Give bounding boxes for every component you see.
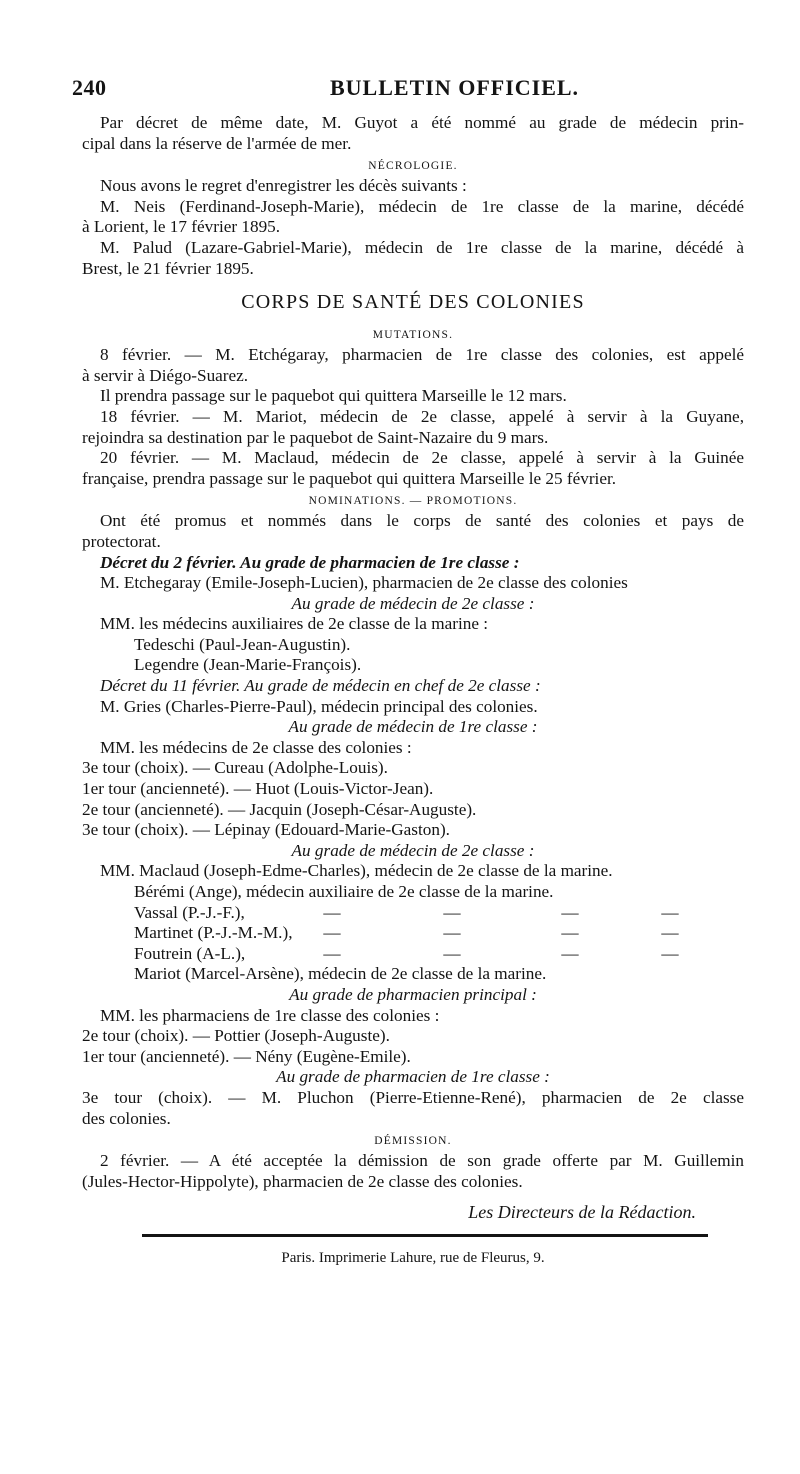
paragraph-line: française, prendra passage sur le paquebot qui quittera Marseille le 25 février. [82, 468, 617, 488]
editors-signature: Les Directeurs de la Rédaction. [468, 1202, 696, 1223]
grade-heading: Au grade de médecin de 2e classe : [291, 593, 535, 613]
name-entry: 1er tour (ancienneté). — Huot (Louis-Victor-Jean). [82, 779, 434, 799]
name-entry: Tedeschi (Paul-Jean-Augustin). [134, 634, 351, 654]
paragraph-line: M. Palud (Lazare-Gabriel-Marie), médecin de 1re classe de la marine, décédé à [100, 237, 744, 257]
name-entry: 2e tour (choix). — Pottier (Joseph-Auguste). [82, 1026, 390, 1046]
paragraph-line: 3e tour (choix). — M. Pluchon (Pierre-Etienne-René), pharmacien de 2e classe [82, 1087, 744, 1107]
paragraph-line: (Jules-Hector-Hippolyte), pharmacien de 2e classe des colonies. [82, 1171, 523, 1191]
paragraph-line: à Lorient, le 17 février 1895. [82, 217, 281, 237]
paragraph-line: MM. les pharmaciens de 1re classe des colonies : [100, 1005, 440, 1025]
ditto-mark: — [661, 923, 679, 943]
paragraph-line: à servir à Diégo-Suarez. [82, 365, 249, 385]
printer-imprint: Paris. Imprimerie Lahure, rue de Fleurus, 9. [281, 1250, 545, 1267]
section-heading-demission: DÉMISSION. [374, 1135, 452, 1148]
ditto-row [82, 923, 744, 944]
name-entry: Martinet (P.-J.-M.-M.), [134, 923, 293, 943]
grade-heading: Au grade de pharmacien de 1re classe : [276, 1067, 550, 1087]
section-heading-necrologie: NÉCROLOGIE. [368, 160, 458, 173]
page-header [72, 75, 732, 105]
paragraph-line: protectorat. [82, 531, 161, 551]
name-entry: Bérémi (Ange), médecin auxiliaire de 2e classe de la marine. [134, 882, 554, 901]
name-entry: 3e tour (choix). — Cureau (Adolphe-Louis). [82, 758, 388, 778]
paragraph-line: 8 février. — M. Etchégaray, pharmacien de 1re classe des colonies, est appelé [100, 345, 744, 365]
paragraph-line: MM. les médecins auxiliaires de 2e classe de la marine : [100, 614, 489, 634]
section-heading-mutations: MUTATIONS. [372, 329, 454, 342]
text-column [82, 113, 744, 1269]
ditto-mark: — [443, 923, 461, 943]
ditto-mark: — [661, 902, 679, 922]
ditto-row [82, 944, 744, 965]
paragraph-line: 2 février. — A été acceptée la démission de son grade offerte par M. Guillemin [100, 1151, 744, 1171]
page-number: 240 [72, 75, 107, 100]
ditto-mark: — [443, 902, 461, 922]
paragraph-line: Ont été promus et nommés dans le corps de santé des colonies et pays de [100, 511, 744, 531]
footer-rule [142, 1234, 708, 1237]
name-entry: 1er tour (ancienneté). — Nény (Eugène-Emile). [82, 1046, 411, 1066]
running-title: BULLETIN OFFICIEL. [330, 75, 580, 100]
decree-heading: Décret du 11 février. Au grade de médecin en chef de 2e classe : [100, 676, 541, 696]
decree-heading: Décret du 2 février. Au grade de pharmacien de 1re classe : [100, 552, 520, 572]
paragraph-line: M. Neis (Ferdinand-Joseph-Marie), médecin de 1re classe de la marine, décédé [100, 196, 744, 216]
intro-line: Par décret de même date, M. Guyot a été nommé au grade de médecin prin- [100, 113, 744, 132]
ditto-mark: — [323, 902, 341, 922]
ditto-mark: — [443, 943, 461, 963]
grade-heading: Au grade de médecin de 1re classe : [288, 717, 538, 737]
section-heading-nominations: NOMINATIONS. — PROMOTIONS. [308, 495, 518, 508]
name-entry: 3e tour (choix). — Lépinay (Edouard-Marie-Gaston). [82, 820, 450, 840]
paragraph-line: M. Gries (Charles-Pierre-Paul), médecin principal des colonies. [100, 696, 538, 716]
ditto-mark: — [323, 943, 341, 963]
name-entry: Vassal (P.-J.-F.), [134, 902, 245, 922]
grade-heading: Au grade de médecin de 2e classe : [291, 840, 535, 860]
paragraph-line: Il prendra passage sur le paquebot qui quittera Marseille le 12 mars. [100, 386, 567, 406]
name-entry: Mariot (Marcel-Arsène), médecin de 2e classe de la marine. [134, 964, 547, 984]
paragraph-line: rejoindra sa destination par le paquebot de Saint-Nazaire du 9 mars. [82, 427, 549, 447]
ditto-mark: — [561, 902, 579, 922]
paragraph-line: Brest, le 21 février 1895. [82, 258, 254, 278]
paragraph-line: M. Etchegaray (Emile-Joseph-Lucien), pharmacien de 2e classe des colonies [100, 573, 628, 593]
paragraph-line: MM. Maclaud (Joseph-Edme-Charles), médecin de 2e classe de la marine. [100, 861, 613, 881]
paragraph-line: des colonies. [82, 1108, 171, 1128]
ditto-mark: — [561, 943, 579, 963]
paragraph-line: 20 février. — M. Maclaud, médecin de 2e classe, appelé à servir à la Guinée [100, 448, 744, 468]
name-entry: 2e tour (ancienneté). — Jacquin (Joseph-César-Auguste). [82, 799, 477, 819]
paragraph-line: 18 février. — M. Mariot, médecin de 2e classe, appelé à servir à la Guyane, [100, 406, 744, 426]
ditto-row [82, 903, 744, 924]
ditto-mark: — [323, 923, 341, 943]
paragraph-line: MM. les médecins de 2e classe des colonies : [100, 737, 412, 757]
section-heading-corps-de-sante: CORPS DE SANTÉ DES COLONIES [241, 291, 585, 314]
intro-line: cipal dans la réserve de l'armée de mer. [82, 133, 352, 153]
paragraph-line: Nous avons le regret d'enregistrer les décès suivants : [100, 176, 467, 196]
name-entry: Legendre (Jean-Marie-François). [134, 655, 362, 675]
grade-heading: Au grade de pharmacien principal : [289, 984, 537, 1004]
ditto-mark: — [661, 943, 679, 963]
ditto-mark: — [561, 923, 579, 943]
name-entry: Foutrein (A-L.), [134, 943, 246, 963]
